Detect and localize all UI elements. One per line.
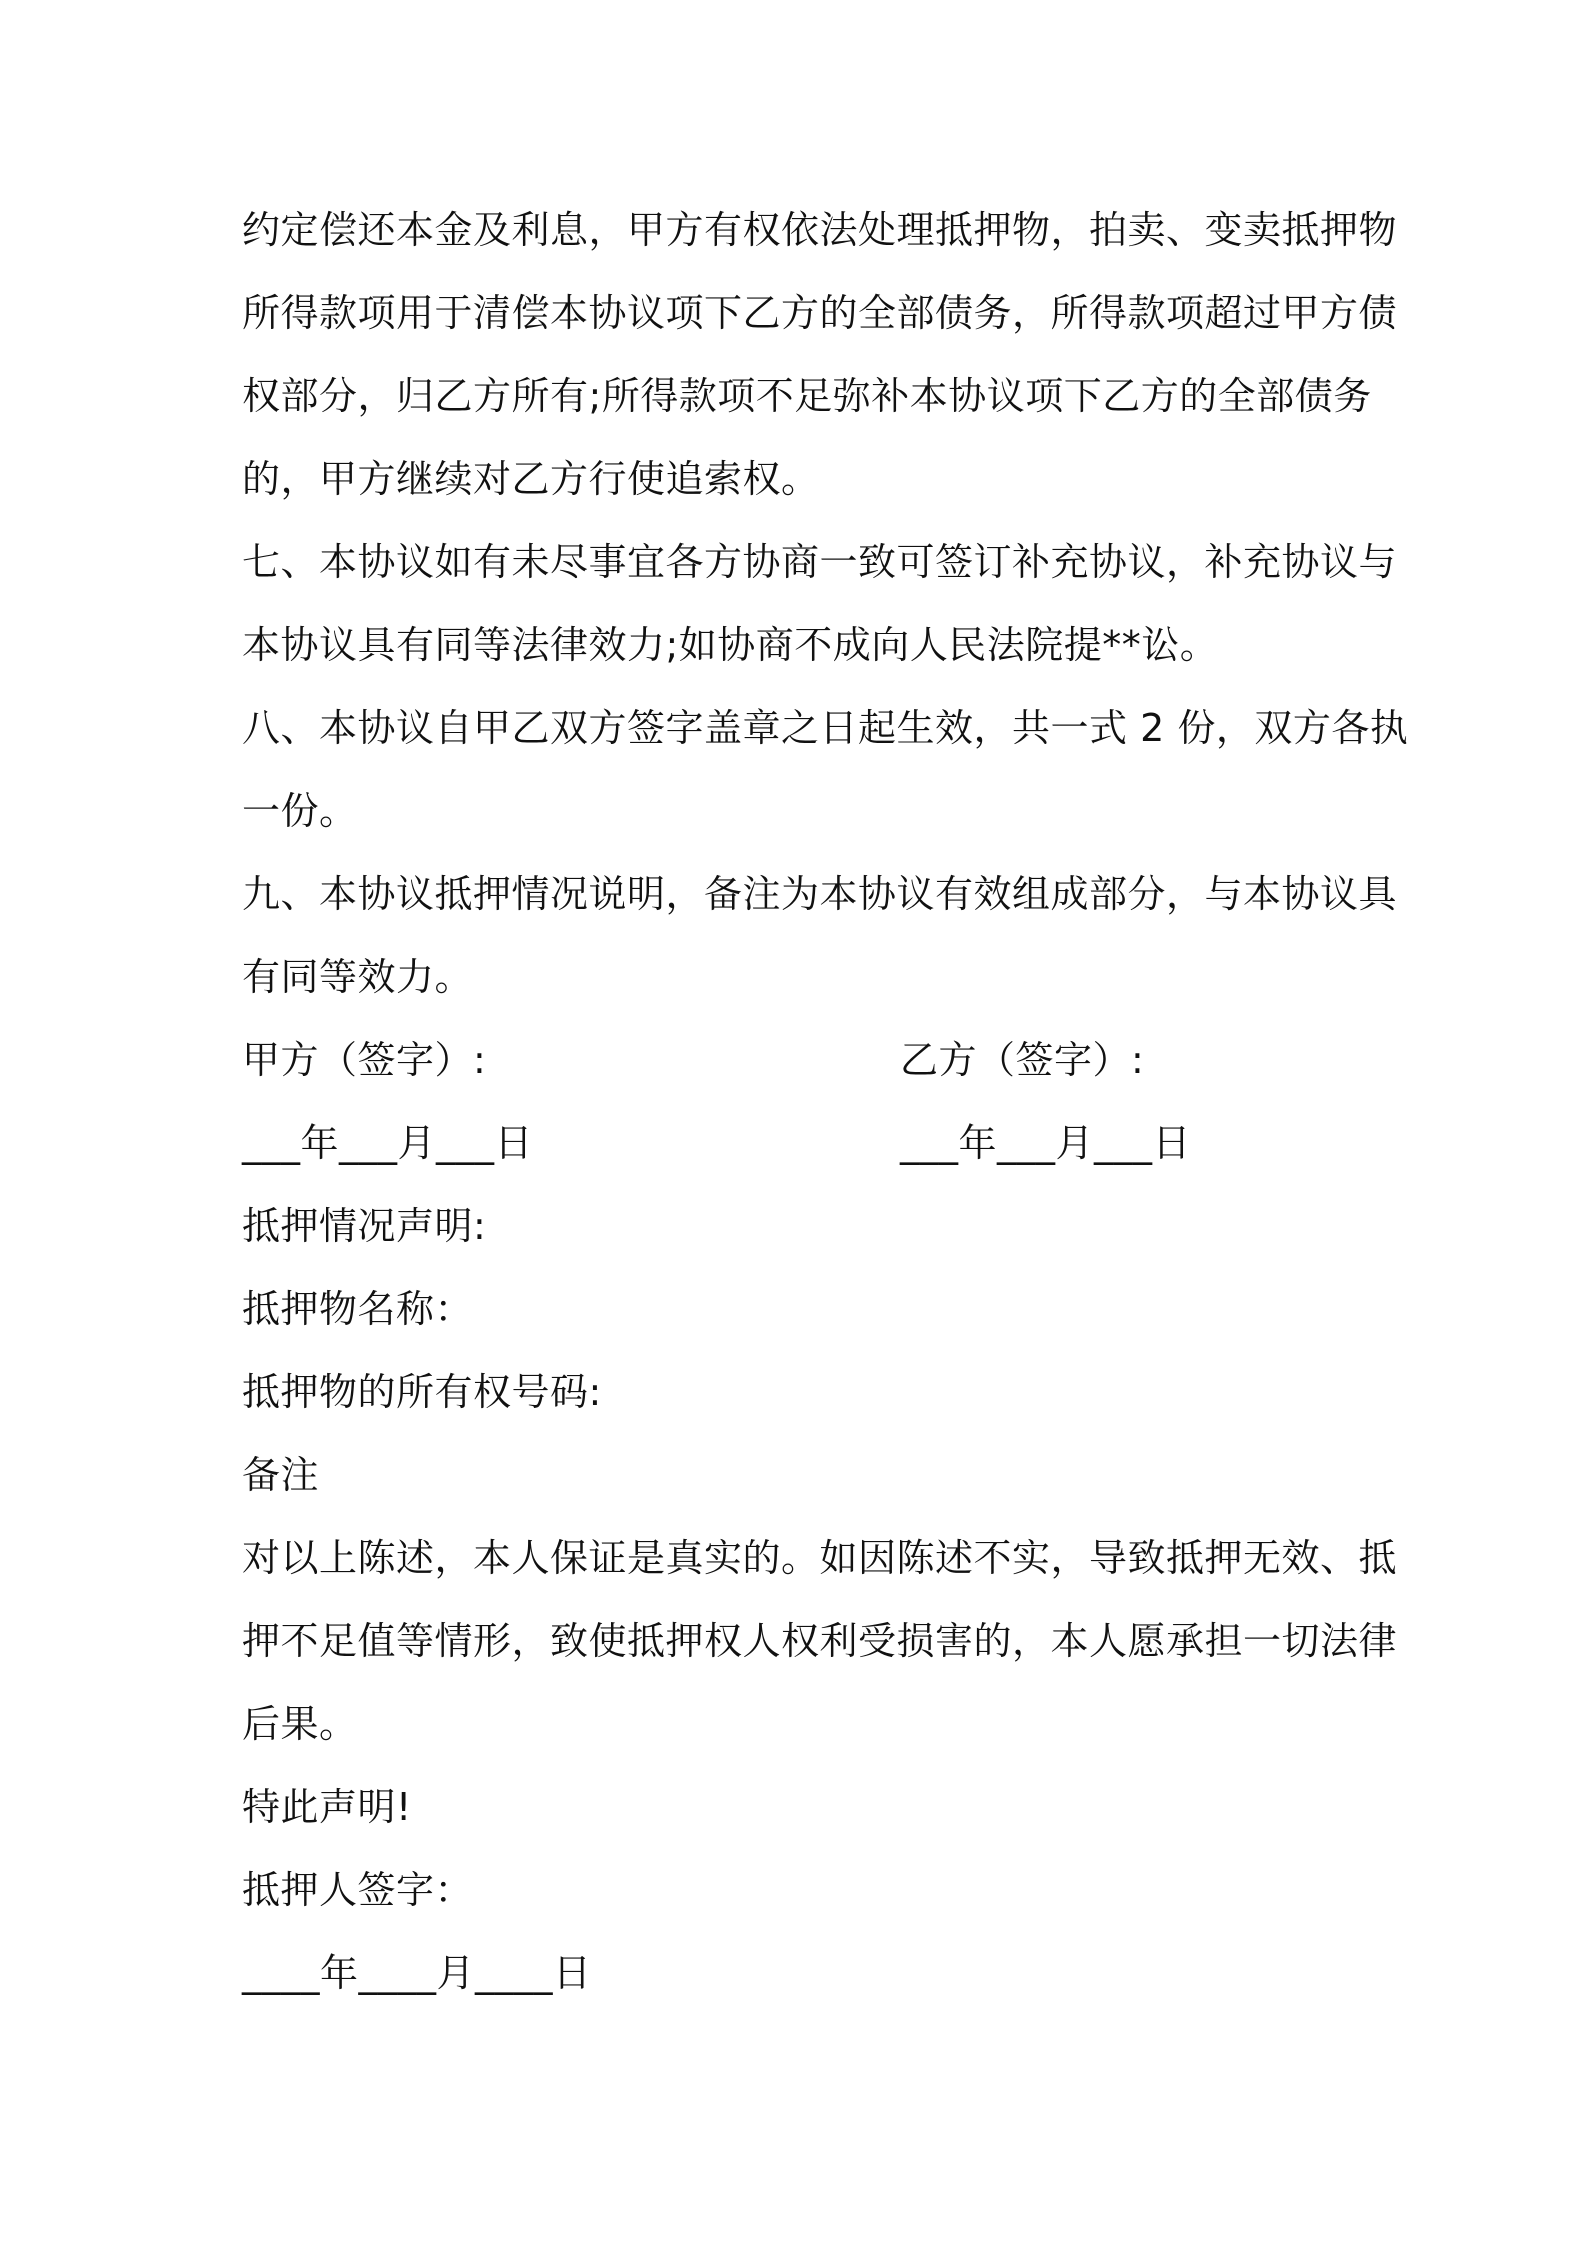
mortgagor-date-line: ____年____月____日 xyxy=(242,1951,592,1995)
party-a-signature-label: 甲方（签字）: xyxy=(242,1038,487,1082)
body-line-2: 所得款项用于清偿本协议项下乙方的全部债务，所得款项超过甲方债 xyxy=(242,291,1398,335)
clause-7-line-1: 七、本协议如有未尽事宜各方协商一致可签订补充协议，补充协议与 xyxy=(242,540,1398,584)
statement-body-line-3: 后果。 xyxy=(242,1702,358,1746)
statement-title: 抵押情况声明: xyxy=(242,1204,487,1248)
statement-body-line-1: 对以上陈述，本人保证是真实的。如因陈述不实，导致抵押无效、抵 xyxy=(242,1536,1398,1580)
clause-9-line-1: 九、本协议抵押情况说明，备注为本协议有效组成部分，与本协议具 xyxy=(242,872,1398,916)
clause-8-line-1: 八、本协议自甲乙双方签字盖章之日起生效，共一式 2 份，双方各执 xyxy=(242,706,1409,750)
statement-closing: 特此声明! xyxy=(242,1785,412,1829)
body-line-3: 权部分，归乙方所有;所得款项不足弥补本协议项下乙方的全部债务 xyxy=(242,374,1372,418)
mortgagor-signature-label: 抵押人签字： xyxy=(242,1868,474,1912)
statement-body-line-2: 押不足值等情形，致使抵押权人权利受损害的，本人愿承担一切法律 xyxy=(242,1619,1398,1663)
collateral-name-label: 抵押物名称： xyxy=(242,1287,474,1331)
remark-label: 备注 xyxy=(242,1453,320,1497)
clause-9-line-2: 有同等效力。 xyxy=(242,955,474,999)
party-b-signature-label: 乙方（签字）: xyxy=(900,1038,1145,1082)
body-line-4: 的，甲方继续对乙方行使追索权。 xyxy=(242,457,820,501)
party-a-date-line: ___年___月___日 xyxy=(242,1121,534,1165)
party-b-date-line: ___年___月___日 xyxy=(900,1121,1192,1165)
clause-8-line-2: 一份。 xyxy=(242,789,358,833)
body-line-1: 约定偿还本金及利息，甲方有权依法处理抵押物，拍卖、变卖抵押物 xyxy=(242,208,1398,252)
ownership-number-label: 抵押物的所有权号码: xyxy=(242,1370,602,1414)
clause-7-line-2: 本协议具有同等法律效力;如协商不成向人民法院提**讼。 xyxy=(242,623,1219,667)
